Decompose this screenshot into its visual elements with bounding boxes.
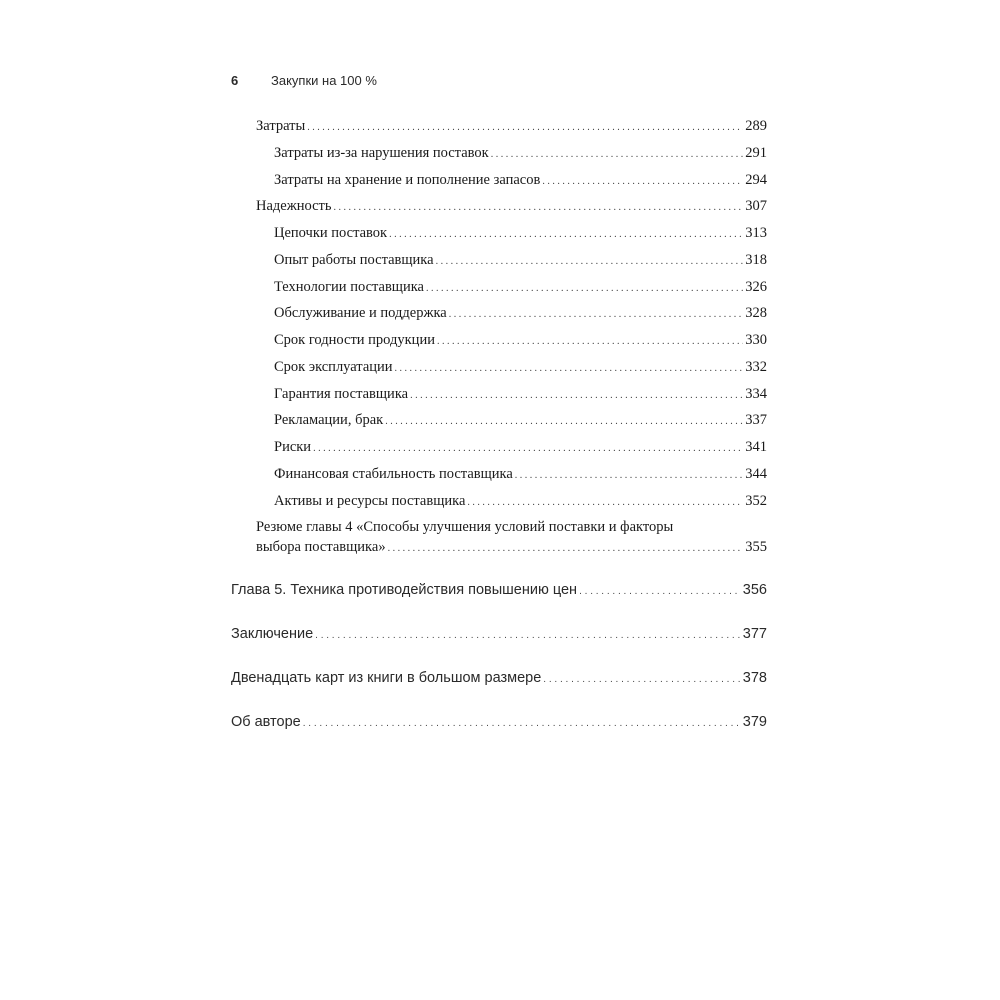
book-title: Закупки на 100 % xyxy=(271,72,377,88)
page-number: 6 xyxy=(231,72,239,88)
toc-entry-title: Риски xyxy=(274,439,312,455)
dot-leader xyxy=(449,305,744,322)
toc-entry-page: 313 xyxy=(745,225,767,241)
toc-entry[interactable] xyxy=(274,332,767,349)
toc-entry[interactable] xyxy=(274,252,767,269)
toc-chapter[interactable] xyxy=(231,714,767,730)
toc-entry[interactable] xyxy=(274,493,767,510)
toc-entry-title: Срок эксплуатации xyxy=(274,359,393,375)
toc-entry-title: Обслуживание и поддержка xyxy=(274,305,447,321)
toc-entry[interactable] xyxy=(256,198,767,215)
dot-leader xyxy=(313,439,743,456)
toc-entry-title: Гарантия поставщика xyxy=(274,386,409,402)
toc-entry-page: 344 xyxy=(745,466,767,482)
dot-leader xyxy=(389,225,743,242)
toc-entry-summary[interactable] xyxy=(256,539,767,556)
dot-leader xyxy=(385,412,743,429)
toc-entry-page: 328 xyxy=(745,305,767,321)
toc-entry-page: 337 xyxy=(745,412,767,428)
toc-entry-page: 330 xyxy=(745,332,767,348)
toc-entry[interactable] xyxy=(274,279,767,296)
dot-leader xyxy=(426,279,743,296)
toc-chapter-page: 377 xyxy=(742,626,767,642)
toc-entry[interactable] xyxy=(274,172,767,189)
toc-entry-page: 294 xyxy=(745,172,767,188)
dot-leader xyxy=(410,386,743,403)
toc-entry[interactable] xyxy=(274,466,767,483)
toc-chapter[interactable] xyxy=(231,626,767,642)
toc-entry-title: Затраты xyxy=(256,118,306,134)
dot-leader xyxy=(388,539,744,556)
toc-entry-title: Срок годности продукции xyxy=(274,332,435,348)
dot-leader xyxy=(395,359,744,376)
toc-chapter-page: 356 xyxy=(742,582,767,598)
toc-entry-page: 334 xyxy=(745,386,767,402)
toc-chapter-page: 379 xyxy=(742,714,767,730)
dot-leader xyxy=(579,582,741,598)
toc-entry-title: Рекламации, брак xyxy=(274,412,384,428)
toc-entry[interactable] xyxy=(256,118,767,135)
toc-entry[interactable] xyxy=(274,412,767,429)
toc-entry-page: 326 xyxy=(745,279,767,295)
toc-entry[interactable] xyxy=(274,305,767,322)
dot-leader xyxy=(437,332,743,349)
dot-leader xyxy=(542,172,743,189)
dot-leader xyxy=(467,493,743,510)
toc-entry[interactable] xyxy=(274,225,767,242)
toc-entry[interactable] xyxy=(274,439,767,456)
toc-entry-page: 289 xyxy=(745,118,767,134)
toc-chapter-title: Глава 5. Техника противодействия повышению цен xyxy=(231,582,578,598)
dot-leader xyxy=(334,198,744,215)
toc-chapter-title: Об авторе xyxy=(231,714,301,730)
toc-entry[interactable] xyxy=(274,145,767,162)
toc-chapter[interactable] xyxy=(231,582,767,598)
toc-entry-page: 318 xyxy=(745,252,767,268)
dot-leader xyxy=(543,670,741,686)
toc-entry-title: Цепочки поставок xyxy=(274,225,388,241)
dot-leader xyxy=(491,145,744,162)
toc-entry[interactable] xyxy=(274,359,767,376)
toc-entry-page: 352 xyxy=(745,493,767,509)
summary-title-line1[interactable]: Резюме главы 4 «Способы улучшения условий поставки и факторы xyxy=(256,519,674,535)
toc-entry-title: Технологии поставщика xyxy=(274,279,424,295)
toc-chapter-title: Заключение xyxy=(231,626,314,642)
dot-leader xyxy=(303,714,741,730)
toc-entry-page: 355 xyxy=(745,539,767,555)
toc-chapter[interactable] xyxy=(231,670,767,686)
dot-leader xyxy=(515,466,743,483)
toc-entry-page: 341 xyxy=(745,439,767,455)
toc-entry[interactable] xyxy=(274,386,767,403)
toc-entry-title: Затраты из-за нарушения поставок xyxy=(274,145,489,161)
toc-entry-title: Финансовая стабильность поставщика xyxy=(274,466,513,482)
toc-chapter-title: Двенадцать карт из книги в большом размере xyxy=(231,670,542,686)
toc-entry-page: 291 xyxy=(745,145,767,161)
toc-entry-title: Надежность xyxy=(256,198,332,214)
dot-leader xyxy=(315,626,741,642)
dot-leader xyxy=(436,252,744,269)
summary-title-line2: выбора поставщика» xyxy=(256,539,386,555)
toc-entry-title: Опыт работы поставщика xyxy=(274,252,434,268)
toc-chapter-page: 378 xyxy=(742,670,767,686)
toc-entry-title: Затраты на хранение и пополнение запасов xyxy=(274,172,541,188)
dot-leader xyxy=(307,118,743,135)
toc-entry-title: Активы и ресурсы поставщика xyxy=(274,493,466,509)
toc-entry-page: 307 xyxy=(745,198,767,214)
toc-entry-page: 332 xyxy=(745,359,767,375)
